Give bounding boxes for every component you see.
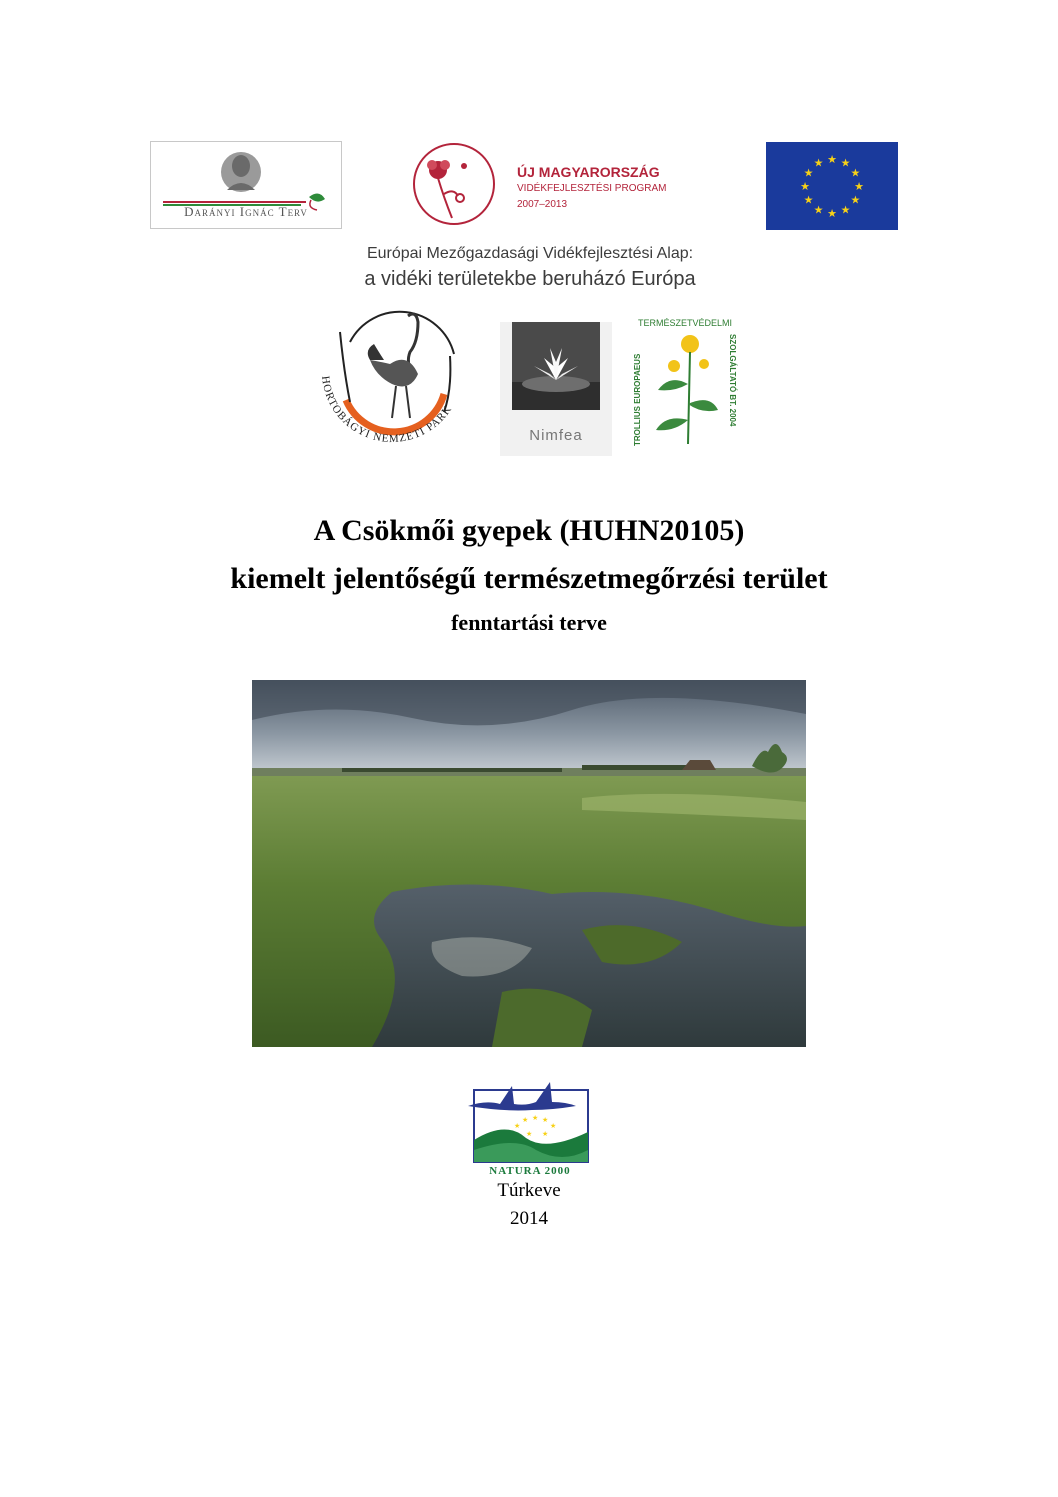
eafrd-line2: a vidéki területekbe beruházó Európa	[364, 268, 696, 290]
eu-star-icon: ★	[850, 166, 861, 180]
svg-text:★: ★	[532, 1114, 539, 1122]
natura-birds-icon	[466, 1080, 594, 1176]
eu-star-icon: ★	[854, 180, 864, 193]
publication-year: 2014	[510, 1208, 548, 1229]
eu-star-icon: ★	[803, 193, 814, 207]
hnp-caption: HORTOBÁGYI NEMZETI PARK	[319, 375, 455, 446]
eu-star-icon: ★	[827, 153, 837, 166]
eu-star-icon: ★	[800, 180, 810, 193]
globeflower-icon	[630, 314, 740, 454]
uj-magyarorszag-years: 2007–2013	[517, 199, 568, 210]
nimfea-logo	[500, 322, 612, 456]
svg-text:★: ★	[514, 1122, 521, 1130]
wetland-grassland-photo	[252, 680, 806, 1047]
natura-2000-logo	[466, 1080, 594, 1176]
rose-icon	[408, 138, 508, 228]
crane-icon	[304, 302, 480, 458]
eu-star-icon: ★	[803, 166, 814, 180]
uj-magyarorszag-subtitle: VIDÉKFEJLESZTÉSI PROGRAM	[517, 183, 667, 194]
document-title-line1: A Csökmői gyepek (HUHN20105)	[313, 514, 745, 547]
nimfea-caption: Nimfea	[529, 427, 583, 444]
trollius-left: TROLLIUS EUROPAEUS	[633, 353, 642, 446]
uj-magyarorszag-title: ÚJ MAGYARORSZÁG	[517, 164, 660, 180]
eafrd-line1: Európai Mezőgazdasági Vidékfejlesztési Alap:	[366, 245, 694, 262]
trollius-top: TERMÉSZETVÉDELMI	[638, 318, 733, 328]
eu-star-icon: ★	[813, 156, 824, 170]
natura-caption: NATURA 2000	[489, 1165, 571, 1176]
eu-star-icon: ★	[840, 203, 851, 217]
eu-flag-icon	[766, 142, 898, 230]
publication-place: Túrkeve	[497, 1180, 561, 1201]
darany-caption: Darányi Ignác Terv	[184, 204, 308, 219]
trollius-right: SZOLGÁLTATÓ BT. 2004	[728, 334, 737, 427]
eu-star-icon: ★	[813, 203, 824, 217]
svg-text:★: ★	[542, 1130, 549, 1138]
eu-star-icon: ★	[850, 193, 861, 207]
svg-text:★: ★	[550, 1122, 557, 1130]
svg-text:★: ★	[522, 1116, 529, 1124]
uj-magyarorszag-logo	[408, 138, 708, 228]
eu-star-icon: ★	[827, 207, 837, 220]
document-title-line2: kiemelt jelentőségű természetmegőrzési terület	[230, 562, 828, 595]
daranyi-ignac-terv-logo	[150, 141, 342, 229]
svg-text:★: ★	[526, 1130, 533, 1138]
trollius-europaeus-logo	[630, 314, 740, 454]
hortobagyi-nemzeti-park-logo	[304, 302, 480, 458]
eu-star-icon: ★	[840, 156, 851, 170]
water-lily-icon	[500, 322, 612, 414]
document-subtitle: fenntartási terve	[451, 610, 607, 635]
svg-text:★: ★	[542, 1116, 549, 1124]
